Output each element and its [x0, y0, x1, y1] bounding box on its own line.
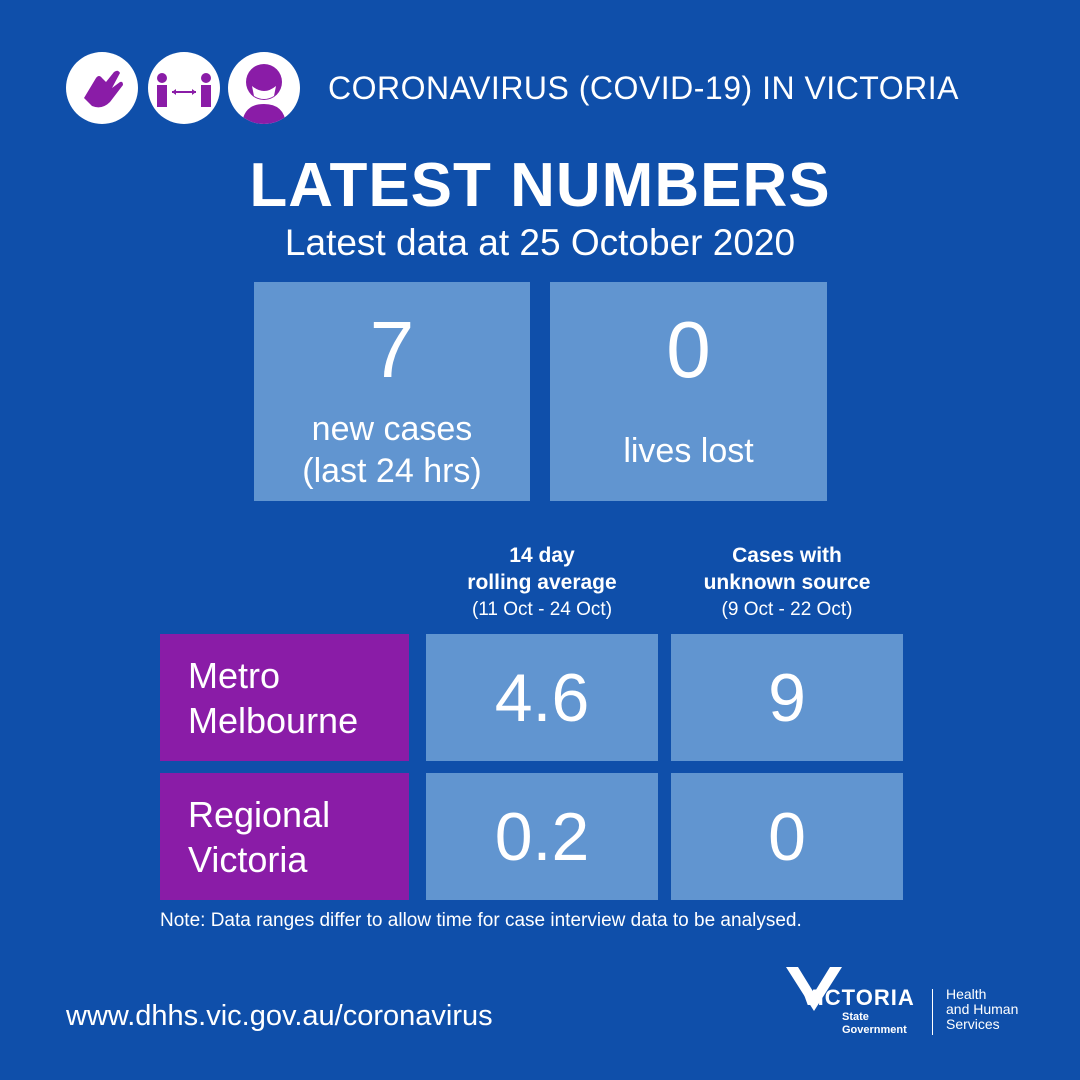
hand-washing-icon: [66, 52, 138, 124]
logo-wordmark: VICTORIA: [802, 985, 915, 1010]
header-title: CORONAVIRUS (COVID-19) IN VICTORIA: [328, 70, 959, 106]
page-subtitle: Latest data at 25 October 2020: [284, 222, 796, 263]
regional-rolling-average-cell: 0.2: [426, 773, 658, 900]
logo-divider: [932, 989, 933, 1035]
social-distancing-icon: [148, 52, 220, 124]
column-header-rolling-average: 14 day rolling average (11 Oct - 24 Oct): [426, 542, 658, 623]
victoria-government-logo: [784, 965, 1044, 1045]
website-link[interactable]: www.dhhs.vic.gov.au/coronavirus: [66, 1000, 493, 1032]
new-cases-box: [254, 282, 530, 501]
regional-unknown-source-cell: 0: [671, 773, 903, 900]
new-cases-sublabel: (last 24 hrs): [302, 452, 482, 490]
lives-lost-box: [550, 282, 827, 501]
face-mask-icon: [228, 52, 300, 124]
new-cases-label: new cases: [311, 410, 473, 448]
footnote: Note: Data ranges differ to allow time for case interview data to be analysed.: [160, 910, 802, 931]
logo-department: Health and Human Services: [946, 986, 1019, 1032]
page-title: LATEST NUMBERS: [249, 151, 831, 220]
logo-state-government: State Government: [842, 1011, 907, 1036]
lives-lost-label: lives lost: [623, 432, 754, 470]
column-range: (11 Oct - 24 Oct): [471, 599, 613, 620]
row-label-metro-melbourne: Metro Melbourne: [160, 634, 409, 761]
row-label-regional-victoria: Regional Victoria: [160, 773, 409, 900]
column-header-unknown-source: Cases with unknown source (9 Oct - 22 Oct): [671, 542, 903, 623]
column-range: (9 Oct - 22 Oct): [721, 599, 853, 620]
metro-unknown-source-cell: 9: [671, 634, 903, 761]
metro-rolling-average-cell: 4.6: [426, 634, 658, 761]
lives-lost-value: 0: [666, 305, 711, 394]
new-cases-value: 7: [369, 305, 415, 394]
